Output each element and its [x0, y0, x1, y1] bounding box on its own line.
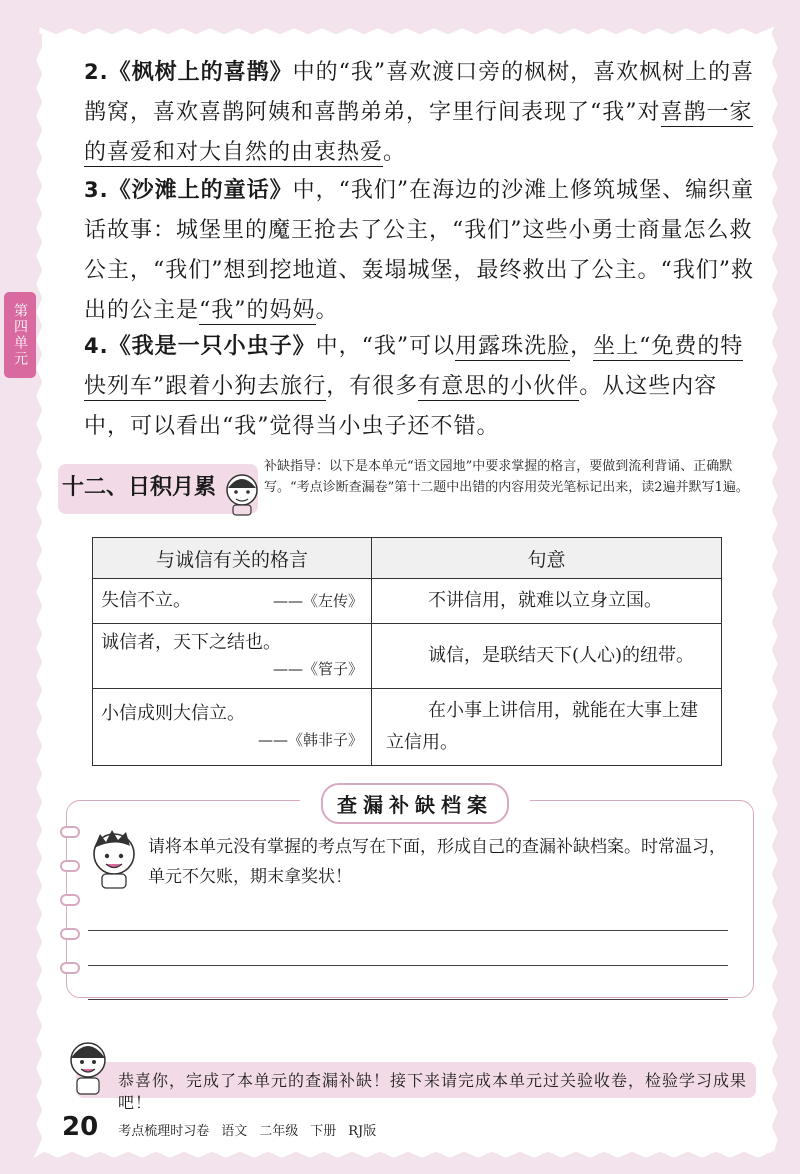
- underlined-answer: “我”的妈妈: [199, 298, 316, 323]
- page-footer: [62, 1112, 376, 1142]
- underlined-answer: 喜鹊一家的喜爱和对大自然的由衷热爱: [84, 100, 753, 165]
- unit-tab: 第四单元: [4, 292, 36, 378]
- maxim-text: 小信成则大信立。: [101, 703, 245, 724]
- archive-instructions: 请将本单元没有掌握的考点写在下面，形成自己的查漏补缺档案。时常温习，单元不欠账，期末拿奖状！: [148, 837, 726, 887]
- paragraph-text: ，有很多: [326, 374, 419, 399]
- underlined-answer: 有意思的小伙伴: [418, 374, 580, 399]
- binder-ring-icon: [60, 928, 80, 940]
- item-number: 2.: [84, 60, 109, 84]
- congrats-message: 恭喜你，完成了本单元的查漏补缺！接下来请完成本单元过关验收卷，检验学习成果吧！: [118, 1071, 748, 1112]
- paragraph-text: ，: [570, 334, 594, 359]
- item-number: 3.: [84, 178, 109, 202]
- underlined-answer: 用露珠洗脸: [455, 334, 571, 359]
- maxim-cell: [93, 624, 372, 689]
- table-row: [93, 624, 722, 689]
- paragraph-text: 。: [315, 298, 339, 323]
- volume: 下册: [310, 1124, 337, 1139]
- maxim-cell: [93, 579, 372, 624]
- meaning-cell: 诚信，是联结天下(人心)的纽带。: [372, 624, 722, 689]
- binder-ring-icon: [60, 860, 80, 872]
- maxim-text: 失信不立。: [101, 590, 191, 611]
- meaning-cell: 不讲信用，就难以立身立国。: [372, 579, 722, 624]
- edition: RJ版: [348, 1124, 377, 1139]
- paragraph-text: 。从这些内容中，可以看出“我”觉得当小虫子还不错。: [84, 374, 718, 439]
- maxim-source: ——《管子》: [272, 660, 363, 678]
- section-title: 十二、日积月累: [62, 475, 217, 500]
- page-number: 20: [62, 1112, 99, 1142]
- lesson-title: 《枫树上的喜鹊》: [108, 60, 293, 85]
- paragraph-text: 中的“我”喜欢渡口旁的枫树，喜欢枫树上的喜鹊窝，喜欢喜鹊阿姨和喜鹊弟弟，字里行间表现了“我”对: [84, 60, 755, 125]
- paragraph-text: 中，“我们”在海边的沙滩上修筑城堡、编织童话故事：城堡里的魔王抢去了公主，“我们”这些小勇士商量怎么救公主，“我们”想到挖地道、轰塌城堡，最终救出了公主。“我们”救出的公主是: [84, 178, 755, 323]
- archive-title: [300, 784, 530, 822]
- paragraph-text: 。: [383, 140, 407, 165]
- study-guide-note: 补缺指导：以下是本单元“语文园地”中要求掌握的格言，要做到流利背诵、正确默写。“考点诊断查漏卷”第十二题中出错的内容用荧光笔标记出来，读2遍并默写1遍。: [264, 459, 749, 495]
- gap-archive-box: [66, 800, 754, 998]
- maxims-table: [92, 537, 722, 766]
- underlined-answer: 坐上“免费的特快列车”跟着小狗去旅行: [84, 334, 744, 399]
- grade: 二年级: [259, 1124, 299, 1139]
- writing-line[interactable]: [88, 999, 728, 1000]
- table-row: [93, 579, 722, 624]
- maxim-cell: [93, 689, 372, 766]
- maxim-source: ——《左传》: [272, 592, 363, 610]
- lesson-title: 《我是一只小虫子》: [108, 334, 316, 359]
- item-number: 4.: [84, 334, 109, 358]
- lesson-title: 《沙滩上的童话》: [108, 178, 293, 203]
- paragraph-text: 中，“我”可以: [315, 334, 456, 359]
- binder-ring-icon: [60, 962, 80, 974]
- binder-ring-icon: [60, 826, 80, 838]
- girl-mascot-icon: [64, 1036, 112, 1098]
- boy-mascot-icon: [86, 826, 142, 890]
- writing-line[interactable]: [88, 930, 728, 931]
- paragraph-2: [84, 52, 756, 173]
- writing-line[interactable]: [88, 965, 728, 966]
- table-header-row: [93, 538, 722, 579]
- maxim-source: ——《韩非子》: [257, 731, 363, 749]
- table-row: [93, 689, 722, 766]
- meaning-cell: 在小事上讲信用，就能在大事上建立信用。: [372, 689, 722, 766]
- paragraph-4: [84, 326, 756, 447]
- girl-mascot-icon: [222, 470, 262, 516]
- maxim-text: 诚信者，天下之结也。: [101, 632, 281, 653]
- subject: 语文: [221, 1124, 248, 1139]
- paragraph-3: [84, 170, 756, 331]
- column-header-meaning: 句意: [372, 538, 722, 579]
- binder-ring-icon: [60, 894, 80, 906]
- book-name: 考点梳理时习卷: [118, 1124, 210, 1139]
- archive-title-text: 查漏补缺档案: [321, 783, 509, 824]
- column-header-maxim: 与诚信有关的格言: [93, 538, 372, 579]
